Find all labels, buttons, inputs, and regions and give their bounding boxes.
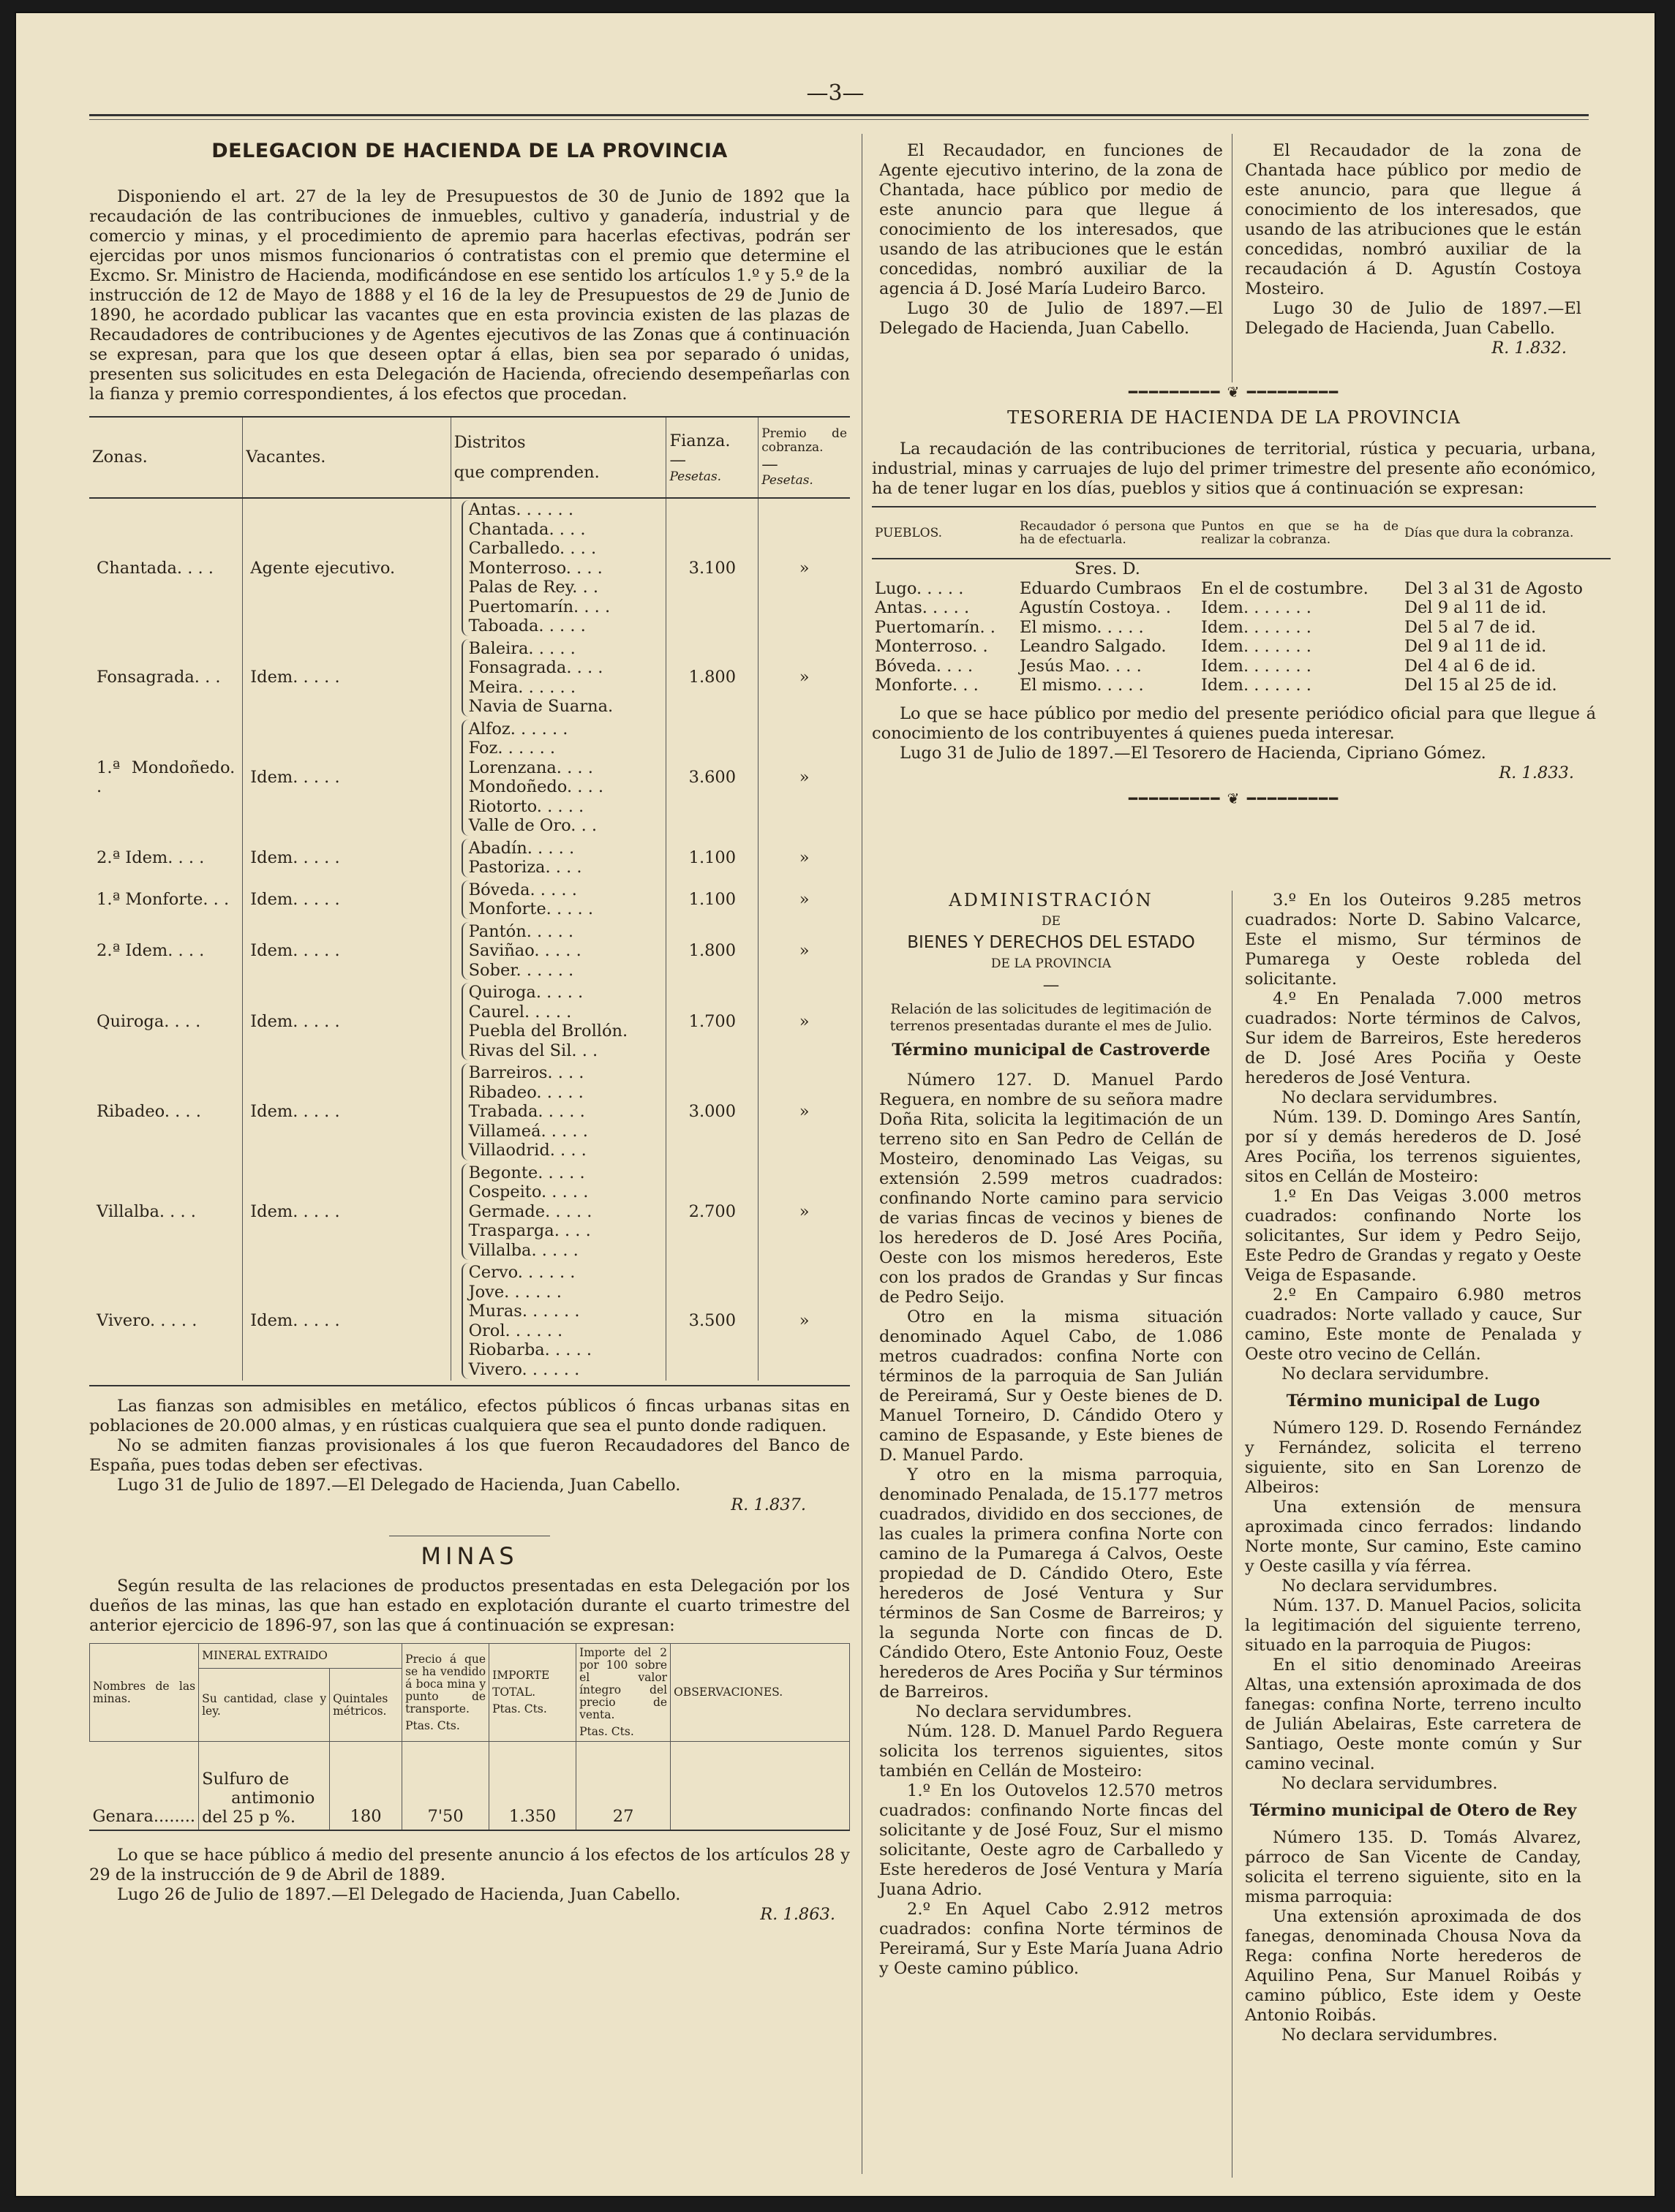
cobranza-table (872, 507, 1611, 695)
zona-cell: Fonsagrada. . . (89, 638, 243, 718)
dias-cell: Del 9 al 11 de id. (1404, 637, 1547, 656)
dias-cell: Del 9 al 11 de id. (1404, 598, 1547, 617)
clase-line: antimonio (231, 1788, 315, 1808)
minas-intro: Según resulta de las relaciones de productos presentadas en esta Delegación por los dueños de las minas, las que han estado en explotación durante el cuarto trimestre del anterior ejercicio de 1896-97, son las que á continuación se expresan: (89, 1577, 850, 1635)
zona-cell: Ribadeo. . . . (89, 1062, 243, 1162)
fianza-cell: 1.100 (666, 837, 759, 879)
page-number: —3— (806, 80, 865, 106)
recaudador-cell: Leandro Salgado. (1020, 637, 1167, 656)
zona-cell: 1.ª Mondoñedo. . (89, 718, 243, 837)
admin-title-de: DE (1041, 914, 1061, 929)
term-otero: Término municipal de Otero de Rey (1249, 1801, 1577, 1820)
fianza-cell: 3.100 (666, 498, 759, 638)
tesoreria-closing: Lo que se hace público por medio del presente periódico oficial para que llegue á conocimiento de los contribuyentes á quienes pueda interesar. (872, 703, 1596, 743)
zona-cell: Villalba. . . . (89, 1162, 243, 1262)
mina-clase (199, 1742, 330, 1830)
premio-unit: Pesetas. (761, 473, 813, 488)
term-lugo: Término municipal de Lugo (1286, 1392, 1540, 1411)
zona-cell: Quiroga. . . . (89, 981, 243, 1062)
administracion-col-1 (879, 891, 1223, 1979)
mina-precio: 7'50 (402, 1742, 489, 1830)
section-title: DELEGACION DE HACIENDA DE LA PROVINCIA (211, 140, 728, 162)
premio-cell: » (799, 1102, 810, 1121)
minas-table (89, 1643, 850, 1830)
pueblo-cell: Bóveda. . . . (875, 656, 973, 676)
distrito-item: Alfoz. . . . . . (468, 719, 568, 739)
paragraph: Núm. 137. D. Manuel Pacios, solicita la legitimación del siguiente terreno, situado en la parroquia de Piugos: (1245, 1596, 1581, 1655)
vacantes-table (89, 418, 850, 1381)
vacante-cell: Idem. . . . . (243, 981, 451, 1062)
col-recaudador: Recaudador ó persona que ha de efectuarla. (1017, 507, 1198, 559)
dias-cell: Del 5 al 7 de id. (1404, 617, 1537, 637)
distritos-cell (451, 638, 666, 718)
table-row (872, 579, 1611, 599)
administracion-col-2 (1245, 891, 1581, 2045)
flourish-ornament: ━━━━━━━━━ ❦ ━━━━━━━━━ (1128, 383, 1340, 401)
distrito-item: Puebla del Brollón. (468, 1022, 628, 1041)
importe-unit: Ptas. Cts. (492, 1702, 547, 1715)
punto-cell: Idem. . . . . . . (1201, 676, 1311, 695)
distritos-cell (451, 1162, 666, 1262)
spacer-cell (1401, 559, 1611, 579)
paragraph: 4.º En Penalada 7.000 metros cuadrados: Norte términos de Calvos, Sur idem de Barreiros, Este herederos de D. José Ares Pociña y Oeste herederos de José Ventura. (1245, 989, 1581, 1087)
delegacion-section (89, 141, 850, 1925)
paragraph: No declara servidumbres. (1281, 1577, 1498, 1596)
dias-cell: Del 15 al 25 de id. (1404, 676, 1557, 695)
table-row (872, 637, 1611, 657)
distrito-item: Lorenzana. . . . (468, 758, 593, 777)
vacante-cell: Idem. . . . . (243, 921, 451, 982)
importe2-head: Importe del 2 por 100 sobre el valor íntegro del precio de venta. (579, 1646, 668, 1721)
distrito-item: Monterroso. . . . (468, 558, 603, 578)
recaudador-cell: Jesús Mao. . . . (1020, 656, 1142, 676)
distritos-cell (451, 921, 666, 982)
premio-head: Premio de cobranza. (761, 426, 847, 455)
distritos-head-1: Distritos (453, 433, 526, 452)
fianza-cell: 1.100 (666, 879, 759, 921)
table-row (872, 598, 1611, 618)
paragraph: No declara servidumbres. (916, 1702, 1132, 1721)
term-castroverde: Término municipal de Castroverde (892, 1041, 1211, 1060)
paragraph: No declara servidumbres. (1281, 1088, 1498, 1107)
distritos-cell (451, 1261, 666, 1381)
dash: — (669, 450, 686, 469)
col-puntos: Puntos en que se ha de realizar la cobranza. (1198, 507, 1401, 559)
paragraph: 2.º En Campairo 6.980 metros cuadrados: Norte vallado y cauce, Sur camino, Este monte de Penalada y Oeste otro vecino de Cellán. (1245, 1286, 1581, 1364)
distrito-item: Villalba. . . . . (468, 1240, 579, 1260)
distrito-item: Begonte. . . . . (468, 1163, 585, 1182)
recaudador-cell: El mismo. . . . . (1020, 676, 1144, 695)
paragraph: En el sitio denominado Areeiras Altas, una extensión aproximada de dos fanegas: confina Norte, terreno inculto de Julián Abelairas, Este carretera de Santiago, Oeste monte común y Sur camino vecinal. (1245, 1656, 1581, 1773)
table-row (872, 657, 1611, 676)
col-quintales: Quintales métricos. (330, 1669, 402, 1742)
dash: — (1042, 975, 1060, 994)
fianza-unit: Pesetas. (669, 469, 722, 484)
fianza-cell: 3.600 (666, 718, 759, 837)
premio-cell: » (799, 941, 810, 960)
table-row (89, 1162, 850, 1262)
vacante-cell: Idem. . . . . (243, 1062, 451, 1162)
precio-head: Precio á que se ha vendido á boca mina y punto de transporte. (405, 1652, 486, 1715)
recaudador-cell: Agustín Costoya. . (1020, 598, 1172, 617)
pueblo-cell: Antas. . . . . (875, 598, 970, 617)
distrito-item: Puertomarín. . . . (468, 597, 611, 616)
precio-unit: Ptas. Cts. (405, 1718, 460, 1732)
admin-col2a-body (1245, 891, 1581, 1384)
zona-cell: 1.ª Monforte. . . (89, 879, 243, 921)
reference: R. 1.837. (731, 1495, 806, 1514)
tesoreria-reference: R. 1.833. (1499, 763, 1574, 782)
table-top-rule (89, 416, 850, 418)
distritos-head-2: que comprenden. (453, 462, 600, 482)
col-pueblos: PUEBLOS. (872, 507, 1017, 559)
intro-paragraph: Disponiendo el art. 27 de la ley de Presupuestos de 30 de Junio de 1892 que la recaudación de las contribuciones de inmuebles, cultivo y ganadería, industrial y de comercio y minas, y el procedimiento de apremio para hacerlas efectivas, podrán ser ejercidas por unos mismos funcionarios ó contratistas con el premio que determine el Excmo. Sr. Ministro de Hacienda, modificándose en ese sentido los artículos 1.º y 5.º de la instrucción de 12 de Mayo de 1888 y el 16 de la ley de Presupuestos de 29 de Junio de 1890, he acordado publicar las vacantes que en esta provincia existen de las plazas de Recaudadores de contribuciones y de Agentes ejecutivos de las Zonas que á continuación se expresan, para que los que deseen optar á ellas, bien sea por separado ó unidas, presenten sus solicitudes en esta Delegación de Hacienda, ofreciendo desempeñarlas con la fianza y premio correspondientes, á los efectos que procedan. (89, 187, 850, 404)
col-dias: Días que dura la cobranza. (1401, 507, 1611, 559)
distrito-item: Riotorto. . . . . (468, 796, 584, 816)
recaudador-cell: Eduardo Cumbraos (1020, 578, 1182, 598)
premio-cell: » (799, 1201, 810, 1221)
table-row (90, 1742, 850, 1830)
sres-label: Sres. D. (1074, 559, 1140, 578)
table-top-rule (872, 506, 1596, 507)
col-cantidad: Su cantidad, clase y ley. (199, 1669, 330, 1742)
distrito-item: Sober. . . . . . (468, 960, 574, 980)
spacer-cell (872, 559, 1017, 579)
distrito-item: Jove. . . . . . (468, 1282, 562, 1302)
zona-cell: 2.ª Idem. . . . (89, 921, 243, 982)
dias-cell: Del 4 al 6 de id. (1404, 656, 1537, 676)
distrito-item: Ribadeo. . . . . (468, 1082, 584, 1102)
premio-cell: » (799, 1311, 810, 1331)
pueblo-cell: Lugo. . . . . (875, 578, 964, 598)
col-fianza (666, 418, 759, 498)
distrito-item: Pastoriza. . . . (468, 858, 582, 877)
distrito-item: Quiroga. . . . . (468, 983, 584, 1002)
fianza-cell: 3.000 (666, 1062, 759, 1162)
punto-cell: En el de costumbre. (1201, 578, 1369, 598)
distrito-item: Saviñao. . . . . (468, 941, 581, 960)
admin-subtitle: Relación de las solicitudes de legitimación de terrenos presentadas durante el mes de Julio. (889, 1001, 1213, 1034)
punto-cell: Idem. . . . . . . (1201, 637, 1311, 656)
importe-sub: TOTAL. (492, 1686, 536, 1699)
recaudador-cell: El mismo. . . . . (1020, 617, 1144, 637)
admin-title-2: BIENES Y DERECHOS DEL ESTADO (907, 933, 1195, 952)
premio-cell: » (799, 558, 810, 578)
pueblo-cell: Monterroso. . (875, 637, 988, 656)
flourish-ornament: ━━━━━━━━━ ❦ ━━━━━━━━━ (1128, 789, 1340, 807)
mina-importe2: 27 (576, 1742, 671, 1830)
admin-title-3: DE LA PROVINCIA (990, 956, 1112, 971)
minas-reference: R. 1.863. (760, 1904, 835, 1924)
distrito-item: Muras. . . . . . (468, 1302, 580, 1321)
tesoreria-section (872, 382, 1596, 809)
vacante-cell: Idem. . . . . (243, 638, 451, 718)
col-distritos (451, 418, 666, 498)
paragraph: Número 135. D. Tomás Alvarez, párroco de San Vicente de Canday, solicita el terreno siguiente, sito en la misma parroquia: (1245, 1828, 1581, 1906)
fianza-cell: 3.500 (666, 1261, 759, 1381)
premio-cell: » (799, 848, 810, 867)
notice-text: El Recaudador de la zona de Chantada hace público por medio de este anuncio, para que llegue á conocimiento de los interesados, que usando de las atribuciones que le están concedidas, nombró auxiliar de la recaudación á D. Agustín Costoya Mosteiro. (1245, 141, 1581, 298)
recaudador-notice-2 (1245, 141, 1581, 358)
col-importe (489, 1644, 576, 1742)
table-row (89, 1062, 850, 1162)
premio-cell: » (799, 1011, 810, 1031)
admin-col2c-body (1245, 1828, 1581, 2045)
minas-signature: Lugo 26 de Julio de 1897.—El Delegado de Hacienda, Juan Cabello. (117, 1884, 681, 1904)
cobranza-body (872, 579, 1611, 695)
top-rule (89, 114, 1589, 116)
table-row (89, 498, 850, 638)
mina-observaciones (671, 1742, 850, 1830)
distrito-item: Meira. . . . . . (468, 677, 576, 697)
minas-closing: Lo que se hace público á medio del presente anuncio á los efectos de los artículos 28 y 29 de la instrucción de 9 de Abril de 1889. (89, 1845, 850, 1884)
admin-col1-body (879, 1071, 1223, 1979)
table-row (89, 638, 850, 718)
distrito-item: Pantón. . . . . (468, 921, 574, 941)
premio-cell: » (799, 889, 810, 909)
punto-cell: Idem. . . . . . . (1201, 598, 1311, 617)
distritos-cell (451, 837, 666, 879)
distrito-item: Vivero. . . . . . (468, 1359, 580, 1379)
distrito-item: Villaodrid. . . . (468, 1141, 587, 1160)
vacante-cell: Idem. . . . . (243, 718, 451, 837)
distrito-item: Barreiros. . . . (468, 1063, 584, 1082)
distrito-item: Fonsagrada. . . . (468, 658, 603, 677)
distrito-item: Trabada. . . . . (468, 1102, 585, 1121)
vacante-cell: Idem. . . . . (243, 879, 451, 921)
paragraph: Número 127. D. Manuel Pardo Reguera, en nombre de su señora madre Doña Rita, solicita la legitimación de un terreno sito en San Pedro de Cellán de Mosteiro, denominado Las Veigas, su extensión 2.599 metros cuadrados: confinando Norte camino para servicio de varias fincas de vecinos y bienes de los herederos de D. José Ares Pociña, Oeste con los mismos herederos, Este con los prados de Grandas y Sur fincas de Pedro Seijo. (879, 1071, 1223, 1307)
distrito-item: Trasparga. . . . (468, 1221, 591, 1240)
paragraph: Núm. 139. D. Domingo Ares Santín, por sí y demás herederos de D. José Ares Pociña, los terrenos siguientes, sitos en Cellán de Mosteiro: (1245, 1108, 1581, 1186)
paragraph: No declara servidumbres. (1281, 1774, 1498, 1793)
vacantes-body (89, 498, 850, 1381)
distritos-cell (451, 498, 666, 638)
notice-signature: Lugo 30 de Julio de 1897.—El Delegado de Hacienda, Juan Cabello. (1245, 299, 1581, 338)
notice-signature: Lugo 30 de Julio de 1897.—El Delegado de Hacienda, Juan Cabello. (879, 299, 1223, 338)
fianza-cell: 1.700 (666, 981, 759, 1062)
vacante-cell: Idem. . . . . (243, 1261, 451, 1381)
distrito-item: Valle de Oro. . . (468, 816, 598, 835)
fianza-cell: 2.700 (666, 1162, 759, 1262)
distrito-item: Palas de Rey. . . (468, 578, 599, 597)
paragraph: Otro en la misma situación denominado Aquel Cabo, de 1.086 metros cuadrados: confina Norte con términos de la parroquia de San Julián de Pereiramá, Sur y Oeste bienes de D. Manuel Torneiro, D. Cándido Otero y camino de Espasande, y Este bienes de D. Manuel Pardo. (879, 1307, 1223, 1465)
vacante-cell: Idem. . . . . (243, 1162, 451, 1262)
table-bottom-rule (89, 1830, 850, 1831)
mina-quintales: 180 (330, 1742, 402, 1830)
spacer-cell (1198, 559, 1401, 579)
fianza-cell: 1.800 (666, 638, 759, 718)
top-rule-thin (89, 119, 1589, 120)
distrito-item: Navia de Suarna. (468, 697, 614, 716)
distrito-item: Foz. . . . . . (468, 739, 556, 758)
distrito-item: Taboada. . . . . (468, 616, 586, 635)
col-nombres: Nombres de las minas. (90, 1644, 199, 1742)
distrito-item: Villameá. . . . . (468, 1121, 588, 1141)
tesoreria-signature: Lugo 31 de Julio de 1897.—El Tesorero de Hacienda, Cipriano Gómez. (900, 743, 1486, 763)
distritos-cell (451, 718, 666, 837)
distrito-item: Orol. . . . . . (468, 1321, 563, 1340)
fianza-cell: 1.800 (666, 921, 759, 982)
importe2-unit: Ptas. Cts. (579, 1725, 634, 1738)
premio-cell: » (799, 668, 810, 687)
note-fianzas: Las fianzas son admisibles en metálico, efectos públicos ó fincas urbanas sitas en poblaciones de 20.000 almas, y en rústicas cualquiera que sea el punto donde radiquen. (89, 1397, 850, 1435)
paragraph: Núm. 128. D. Manuel Pardo Reguera solicita los terrenos siguientes, sitos también en Cellán de Mosteiro: (879, 1722, 1223, 1781)
mina-importe: 1.350 (489, 1742, 576, 1830)
distritos-cell (451, 981, 666, 1062)
importe-head: IMPORTE (492, 1669, 550, 1682)
distrito-item: Abadín. . . . . (468, 838, 575, 858)
paragraph: 2.º En Aquel Cabo 2.912 metros cuadrados: confina Norte términos de Pereiramá, Sur y Este María Juana Adrio y Oeste camino público. (879, 1900, 1223, 1978)
admin-title-1: ADMINISTRACIÓN (949, 890, 1153, 910)
table-row (89, 718, 850, 837)
pueblo-cell: Puertomarín. . (875, 617, 995, 637)
distrito-item: Riobarba. . . . . (468, 1340, 592, 1359)
fianza-head: Fianza. (669, 431, 731, 450)
note-provisionales: No se admiten fianzas provisionales á los que fueron Recaudadores del Banco de España, pues todas deben ser efectivas. (89, 1436, 850, 1475)
paragraph: 1.º En los Outovelos 12.570 metros cuadrados: confinando Norte fincas del solicitante y de José Fouz, Sur el mismo solicitante, Oeste agro de Carballedo y Este herederos de José Ventura y María Juana Adrio. (879, 1781, 1223, 1899)
clase-line: del 25 p %. (202, 1807, 296, 1827)
premio-cell: » (799, 767, 810, 787)
paragraph: 3.º En los Outeiros 9.285 metros cuadrados: Norte D. Sabino Valcarce, Este el mismo, Sur términos de Pumarega y Oeste robleda del solicitante. (1245, 891, 1581, 989)
distritos-cell (451, 1062, 666, 1162)
distrito-item: Chantada. . . . (468, 519, 586, 539)
recaudador-notice-1 (879, 141, 1223, 339)
punto-cell: Idem. . . . . . . (1201, 617, 1311, 637)
table-row (89, 1261, 850, 1381)
signature: Lugo 31 de Julio de 1897.—El Delegado de Hacienda, Juan Cabello. (117, 1476, 681, 1495)
table-row (89, 837, 850, 879)
paragraph: Una extensión de mensura aproximada cinco ferrados: lindando Norte monte, Sur camino, Este camino y Oeste casilla y vía férrea. (1245, 1498, 1581, 1576)
distritos-cell (451, 879, 666, 921)
tesoreria-intro: La recaudación de las contribuciones de territorial, rústica y pecuaria, urbana, industrial, minas y carruajes de lujo del primer trimestre del presente año económico, ha de tener lugar en los días, pueblos y sitios que á continuación se expresan: (872, 439, 1596, 498)
distrito-item: Bóveda. . . . . (468, 880, 577, 899)
table-row (89, 981, 850, 1062)
admin-col2b-body (1245, 1419, 1581, 1794)
col-vacantes: Vacantes. (243, 418, 451, 498)
notice-text: El Recaudador, en funciones de Agente ejecutivo interino, de la zona de Chantada, hace público por medio de este anuncio para que llegue á conocimiento de los interesados, que usando de las atribuciones que le están concedidas, nombró auxiliar de la agencia á D. José María Ludeiro Barco. (879, 141, 1223, 298)
zona-cell: Chantada. . . . (89, 498, 243, 638)
dias-cell: Del 3 al 31 de Agosto (1404, 578, 1583, 598)
table-row (872, 676, 1611, 695)
paragraph: No declara servidumbres. (1281, 2026, 1498, 2045)
distrito-item: Cervo. . . . . . (468, 1263, 576, 1282)
vacante-cell: Idem. . . . . (243, 837, 451, 879)
paragraph: 1.º En Das Veigas 3.000 metros cuadrados: confinando Norte los solicitantes, Sur idem y Pedro Seijo, Este Pedro de Grandas y regato y Oeste Veiga de Espasande. (1245, 1187, 1581, 1285)
paragraph: Y otro en la misma parroquia, denominado Penalada, de 15.177 metros cuadrados, dividido en dos secciones, de las cuales la primera confina Norte con camino de la Pumarega á Calvos, Oeste propiedad de D. Cándido Otero, Este herederos de José Ventura y Sur términos de San Cosme de Barreiros; y la segunda Norte con fincas de D. Cándido Otero, Este Antonio Fouz, Oeste herederos de Ares Pociña y Sur términos de Barreiros. (879, 1465, 1223, 1702)
clase-line: Sulfuro de (202, 1769, 290, 1789)
zona-cell: Vivero. . . . . (89, 1261, 243, 1381)
distrito-item: Mondoñedo. . . . (468, 777, 604, 796)
tesoreria-title: TESORERIA DE HACIENDA DE LA PROVINCIA (1007, 407, 1461, 428)
col-premio (759, 418, 850, 498)
notice-reference: R. 1.832. (1491, 339, 1567, 358)
distrito-item: Germade. . . . . (468, 1201, 592, 1221)
pueblo-cell: Monforte. . . (875, 676, 979, 695)
distrito-item: Carballedo. . . . (468, 539, 597, 558)
distrito-item: Antas. . . . . . (468, 500, 573, 519)
table-bottom-rule (89, 1385, 850, 1386)
distrito-item: Rivas del Sil. . . (468, 1041, 598, 1060)
vacante-cell: Agente ejecutivo. (243, 498, 451, 638)
table-row (89, 879, 850, 921)
paragraph: No declara servidumbre. (1281, 1364, 1490, 1384)
dash: — (761, 454, 778, 474)
distrito-item: Baleira. . . . . (468, 638, 576, 658)
distrito-item: Cospeito. . . . . (468, 1182, 589, 1201)
table-row (872, 618, 1611, 638)
col-importe2 (576, 1644, 671, 1742)
distrito-item: Monforte. . . . . (468, 899, 594, 918)
punto-cell: Idem. . . . . . . (1201, 656, 1311, 676)
col-precio (402, 1644, 489, 1742)
col-observaciones: OBSERVACIONES. (671, 1644, 850, 1742)
newspaper-page (16, 13, 1655, 2196)
minas-title: MINAS (421, 1542, 519, 1570)
table-row (89, 921, 850, 982)
col-zonas: Zonas. (89, 418, 243, 498)
paragraph: Número 129. D. Rosendo Fernández y Fernández, solicita el terreno siguiente, sito en San Lorenzo de Albeiros: (1245, 1419, 1581, 1497)
mina-nombre: Genara........ (90, 1742, 199, 1830)
zona-cell: 2.ª Idem. . . . (89, 837, 243, 879)
distrito-item: Caurel. . . . . (468, 1002, 572, 1022)
col-mineral: MINERAL EXTRAIDO (199, 1644, 402, 1669)
paragraph: Una extensión aproximada de dos fanegas, denominada Chousa Nova da Rega: confina Norte herederos de Aquilino Pena, Sur Manuel Roibás y camino público, Este idem y Oeste Antonio Roibás. (1245, 1907, 1581, 2025)
